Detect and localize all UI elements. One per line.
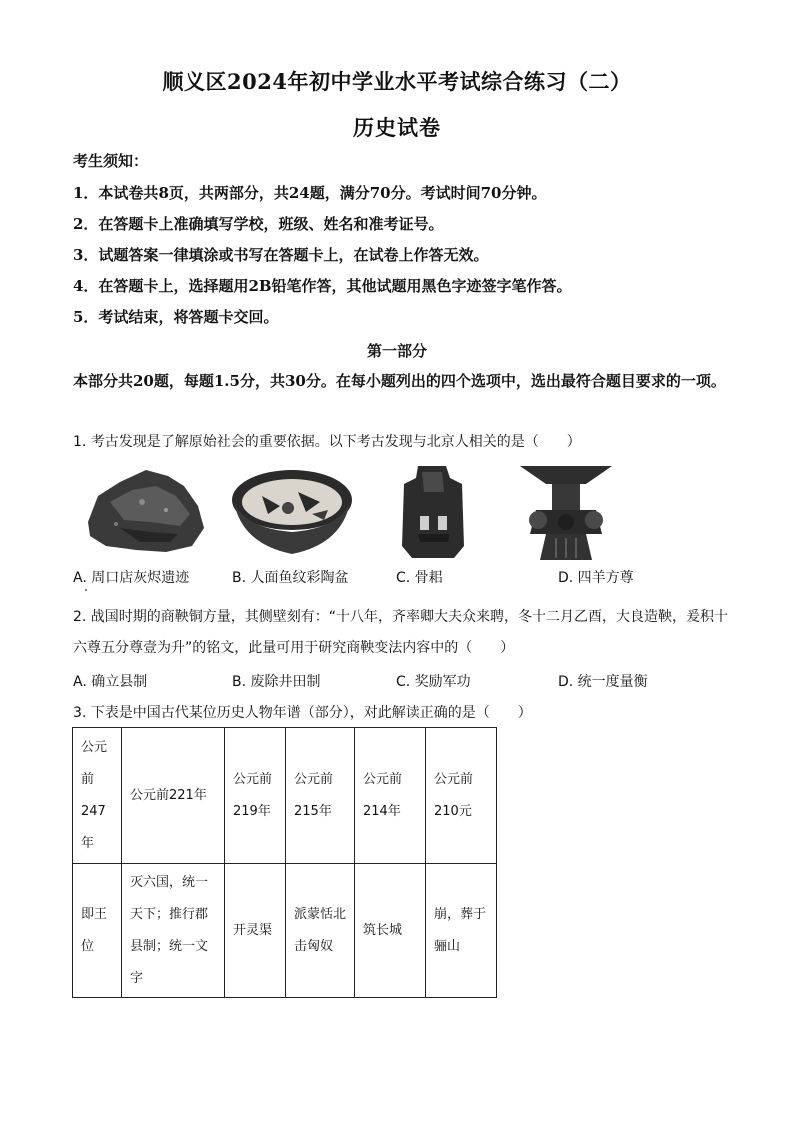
table-row bbox=[73, 728, 497, 864]
table-cell: 即王位 bbox=[73, 864, 122, 998]
question-2-option-d[interactable]: D. 统一度量衡 bbox=[558, 674, 648, 690]
table-cell: 公元前210元 bbox=[426, 728, 497, 864]
question-1-stem: 1. 考古发现是了解原始社会的重要依据。以下考古发现与北京人相关的是（ ） bbox=[73, 434, 581, 450]
question-2-option-a[interactable]: A. 确立县制 bbox=[73, 674, 148, 690]
table-cell: 公元前247年 bbox=[73, 728, 122, 864]
bone-spade-image bbox=[396, 462, 472, 562]
notice-item: 5．考试结束，将答题卡交回。 bbox=[73, 308, 279, 326]
table-row bbox=[73, 864, 497, 998]
question-1-option-a[interactable]: A. 周口店灰烬遗迹 bbox=[73, 570, 190, 586]
table-cell: 公元前219年 bbox=[225, 728, 286, 864]
question-3-stem: 3. 下表是中国古代某位历史人物年谱（部分），对此解读正确的是（ ） bbox=[73, 705, 532, 721]
exam-subtitle: 历史试卷 bbox=[353, 115, 441, 140]
part-one-title: 第一部分 bbox=[366, 342, 427, 360]
painted-pottery-basin-image bbox=[228, 462, 356, 562]
table-cell: 崩，葬于骊山 bbox=[426, 864, 497, 998]
table-cell: 公元前214年 bbox=[355, 728, 426, 864]
notice-item: 1．本试卷共8页，共两部分，共24题，满分70分。考试时间70分钟。 bbox=[73, 184, 547, 202]
question-2-stem: 2. 战国时期的商鞅铜方量，其侧壁刻有：“十八年，齐率卿大夫众来聘，冬十二月乙酉，大良造鞅，爰积十六尊五分尊壹为升”的铭文，此量可用于研究商鞅变法内容中的（ ） bbox=[73, 609, 729, 656]
table-cell: 公元前215年 bbox=[286, 728, 355, 864]
table-cell: 派蒙恬北击匈奴 bbox=[286, 864, 355, 998]
scan-dot bbox=[85, 589, 87, 591]
notice-item: 3．试题答案一律填涂或书写在答题卡上，在试卷上作答无效。 bbox=[73, 246, 489, 264]
question-2-option-b[interactable]: B. 废除井田制 bbox=[232, 674, 321, 690]
notice-item: 2．在答题卡上准确填写学校，班级、姓名和准考证号。 bbox=[73, 215, 444, 233]
four-goat-square-zun-image bbox=[516, 460, 616, 564]
table-cell: 公元前221年 bbox=[122, 728, 225, 864]
notice-heading: 考生须知： bbox=[73, 152, 149, 170]
question-1-option-b[interactable]: B. 人面鱼纹彩陶盆 bbox=[232, 570, 349, 586]
ash-remains-image bbox=[80, 462, 210, 558]
table-cell: 开灵渠 bbox=[225, 864, 286, 998]
chronology-table bbox=[72, 727, 497, 998]
notice-item: 4．在答题卡上，选择题用2B铅笔作答，其他试题用黑色字迹签字笔作答。 bbox=[73, 277, 572, 295]
question-1-option-c[interactable]: C. 骨耜 bbox=[396, 570, 443, 586]
table-cell: 灭六国，统一天下；推行郡县制；统一文字 bbox=[122, 864, 225, 998]
table-cell: 筑长城 bbox=[355, 864, 426, 998]
exam-title: 顺义区2024年初中学业水平考试综合练习（二） bbox=[162, 69, 632, 94]
question-2-option-c[interactable]: C. 奖励军功 bbox=[396, 674, 471, 690]
question-1-option-d[interactable]: D. 四羊方尊 bbox=[558, 570, 634, 586]
part-one-description: 本部分共20题，每题1.5分，共30分。在每小题列出的四个选项中，选出最符合题目要求的一项。 bbox=[73, 372, 726, 390]
